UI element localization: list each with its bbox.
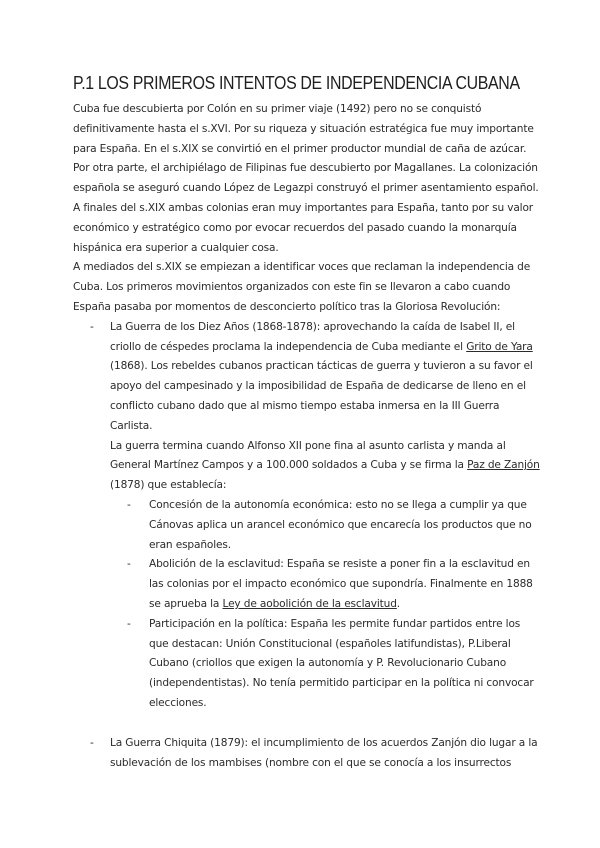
paragraph-cuba: Cuba fue descubierta por Colón en su primer viaje (1492) pero no se conquistó definitivamente hasta el s.XVI. Por su riqueza y situación estratégica fue muy importante para España. En el s.XIX se convirtió en el primer productor mundial de caña de azúcar. xyxy=(73,103,534,155)
guerra-chiquita-text: La Guerra Chiquita (1879): el incumplimiento de los acuerdos Zanjón dio lugar a la sublevación de los mambises (nombre con el que se conocía a los insurrectos xyxy=(110,736,538,769)
fin-guerra-text-c: La guerra termina cuando Alfonso XII pone fina al asunto carlista y manda al General Martínez Campos y a 100.000 soldados a Cuba y se firma la xyxy=(110,439,506,472)
diez-anos-text-a: La Guerra de los Diez Años (1868-1878): aprovechando la caída de Isabel II, el criollo de céspedes proclama la independencia de Cuba mediante el xyxy=(110,320,515,353)
list-dash: - xyxy=(127,617,131,630)
list-dash: - xyxy=(90,736,94,749)
main-list xyxy=(73,318,540,774)
paragraph-independencia: A mediados del s.XIX se empiezan a identificar voces que reclaman la independencia de Cuba. Los primeros movimientos organizados con este fin se llevaron a cabo cuando España pasaba por momentos de desconcierto político tras la Gloriosa Revolución: xyxy=(73,261,531,313)
paragraph-filipinas: Por otra parte, el archipiélago de Filipinas fue descubierto por Magallanes. La colonización española se aseguró cuando López de Legazpi construyó el primer asentamiento español. xyxy=(73,162,539,195)
diez-anos-text-b: (1868). Los rebeldes cubanos practican tácticas de guerra y tuvieron a su favor el apoyo del campesinado y la imposibilidad de España de dedicarse de lleno en el conflicto cubano dado que al mismo tiempo estaba inmersa en la III Guerra Carlista. xyxy=(110,360,533,432)
paragraph-colonias: A finales del s.XIX ambas colonias eran muy importantes para España, tanto por su valor económico y estratégico como por evocar recuerdos del pasado cuando la monarquía hispánica era superior a cualquier cosa. xyxy=(73,201,534,254)
zanjon-sub-list xyxy=(110,496,540,714)
list-gap xyxy=(73,714,540,734)
paz-de-zanjon-link[interactable]: Paz de Zanjón xyxy=(467,459,540,472)
esclavitud-text xyxy=(149,555,540,614)
list-item-diez-anos xyxy=(73,318,540,714)
diez-anos-text xyxy=(110,318,540,437)
esclavitud-text-a: Abolición de la esclavitud: España se resiste a poner fin a la esclavitud en las colonias por el impacto económico que supondría. Finalmente en 1888 se aprueba la xyxy=(149,558,533,610)
list-dash: - xyxy=(90,320,94,333)
list-item-guerra-chiquita xyxy=(73,734,540,774)
politica-text: Participación en la política: España les permite fundar partidos entre los que destacan: Unión Constitucional (españoles latifundistas), P.Liberal Cubano (criollos que exigen la autonomía y P. Revolucionario Cubano (independentistas). No tenía permitido participar en la política ni convocar elecciones. xyxy=(149,617,534,709)
list-dash: - xyxy=(127,498,131,511)
fin-guerra-text xyxy=(110,437,540,496)
sub-item-esclavitud xyxy=(110,555,540,614)
sub-item-autonomia xyxy=(110,496,540,555)
ley-abolicion-link[interactable]: Ley de aobolición de la esclavitud xyxy=(222,597,397,610)
autonomia-text: Concesión de la autonomía económica: esto no se llega a cumplir ya que Cánovas aplica un arancel económico que encarecía los productos que no eran españoles. xyxy=(149,498,532,551)
fin-guerra-text-d: (1878) que establecía: xyxy=(110,479,227,492)
list-dash: - xyxy=(127,558,131,571)
esclavitud-text-b: . xyxy=(396,597,401,610)
document-title: P.1 LOS PRIMEROS INTENTOS DE INDEPENDENCIA CUBANA xyxy=(73,72,520,93)
grito-de-yara-link[interactable]: Grito de Yara xyxy=(466,340,533,353)
sub-item-politica xyxy=(110,615,540,714)
